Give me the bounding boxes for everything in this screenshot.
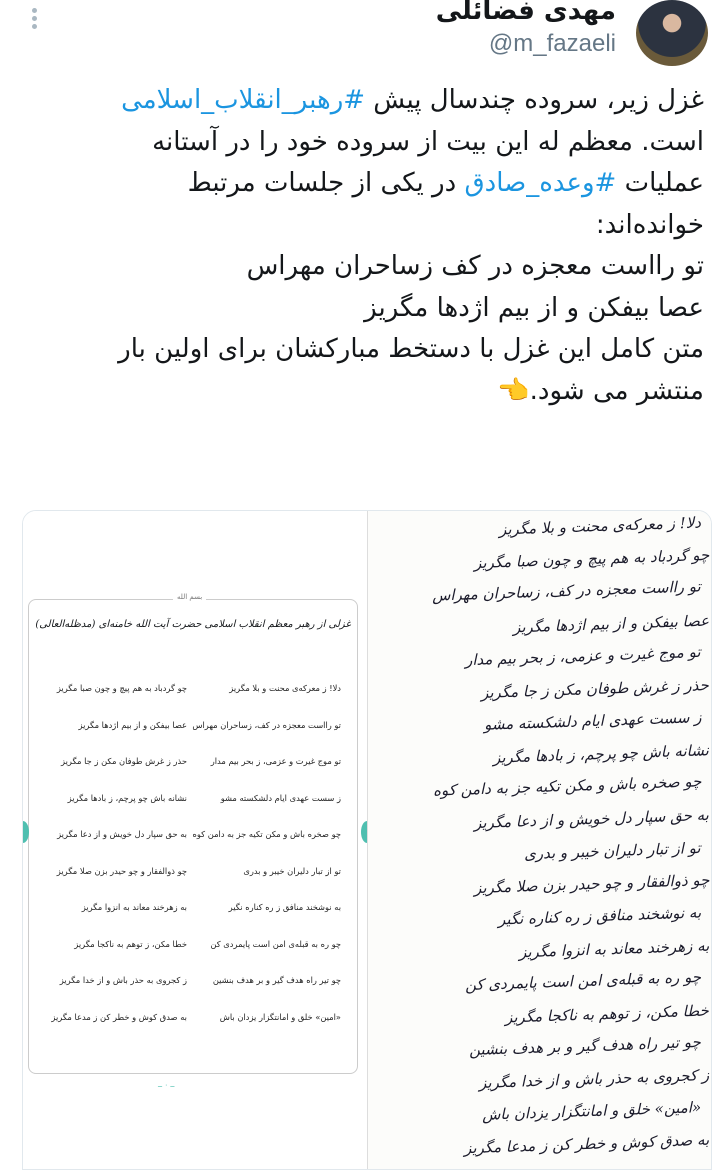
hashtag-link[interactable]: #وعده_صادق [464, 168, 617, 198]
printed-poem-page [23, 511, 367, 1170]
verse-second-hemistich: عصا بیفکن و از بیم اژدها مگریز [78, 719, 187, 730]
verse-first-hemistich: به نوشخند منافق ز ره کناره نگیر [228, 902, 341, 912]
verse-second-hemistich: به حق سپار دل خویش و از دعا مگریز [57, 829, 187, 839]
poem-verse-row [31, 756, 353, 772]
tweet-text-segment: عملیات [616, 168, 704, 198]
poem-verse-row [31, 939, 353, 955]
verse-first-hemistich: چو صخره باش و مکن تکیه جز به دامن کوه [192, 829, 341, 839]
verse-first-hemistich: ز سست عهدی ایام دلشکسته مشو [220, 792, 341, 803]
handwritten-line: ز سست عهدی ایام دلشکسته مشو [483, 708, 702, 734]
handwritten-line: چو ذوالفقار و چو حیدر بزن صلا مگریز [473, 870, 710, 897]
verse-first-hemistich: تو موج غیرت و عزمی، ز بحر بیم مدار [210, 756, 341, 766]
tweet-line: است. معظم له این بیت از سروده خود را در آستانه [152, 126, 704, 157]
verse-second-hemistich: نشانه باش چو پرچم، ز بادها مگریز [67, 792, 187, 803]
handwritten-line: به زهرخند معاند به انزوا مگریز [518, 936, 710, 961]
verse-second-hemistich: ز کجروی به حذر باش و از خدا مگریز [59, 975, 187, 985]
verse-first-hemistich: چو تیر راه هدف گیر و بر هدف بنشین [212, 975, 341, 985]
handwritten-line: چو تیر راه هدف گیر و بر هدف بنشین [469, 1032, 702, 1060]
poem-title: غزلی از رهبر معظم انقلاب اسلامی حضرت آیت الله خامنه‌ای (مدظله‌العالی) [35, 619, 351, 630]
verse-second-hemistich: به صدق کوش و خطر کن ز مدعا مگریز [51, 1011, 187, 1022]
handwritten-line: به صدق کوش و خطر کن ز مدعا مگریز [463, 1130, 710, 1157]
tweet-header [0, 0, 720, 75]
poem-verse-row [31, 720, 353, 736]
tweet-text-segment: منتشر می شود. [529, 375, 704, 406]
handwritten-line: «امین» خلق و امانتگزار یزدان باش [481, 1098, 702, 1124]
handwritten-line: دلا! ز معرکه‌ی محنت و بلا مگریز [498, 513, 702, 539]
verse-first-hemistich: تو از تبار دلیران خیبر و بدری [243, 865, 341, 876]
handwritten-line: به حق سپار دل خویش و از دعا مگریز [473, 805, 710, 832]
handwritten-line: چو گردباد به هم پیچ و چون صبا مگریز [473, 545, 710, 572]
tweet-text-segment: در یکی از جلسات مرتبط [187, 168, 465, 198]
hashtag-link[interactable]: #رهبر_انقلاب_اسلامی [121, 85, 366, 115]
poem-verse-row [31, 793, 353, 809]
handwritten-line: عصا بیفکن و از بیم اژدها مگریز [512, 611, 710, 636]
tweet-line: خوانده‌اند: [595, 209, 704, 240]
tweet-line: عصا بیفکن و از بیم اژدها مگریز [364, 292, 704, 323]
handwritten-line: به نوشخند منافق ز ره کناره نگیر [497, 903, 702, 929]
tweet-line: متن کامل این غزل با دستخط مبارکشان برای اولین بار [118, 334, 704, 364]
handwritten-line: چو ره به قبله‌ی امن است پایمردی کن [464, 967, 702, 995]
poem-verse-row [31, 683, 353, 699]
poem-verse-row [31, 866, 353, 882]
handwritten-manuscript [367, 511, 712, 1170]
handwritten-line: تو موج غیرت و عزمی، ز بحر بیم مدار [465, 642, 702, 670]
verse-first-hemistich: «امین» خلق و امانتگزار یزدان باش [219, 1011, 341, 1022]
verse-second-hemistich: چو ذوالفقار و چو حیدر بزن صلا مگریز [56, 865, 187, 876]
verse-second-hemistich: خطا مکن، ز توهم به ناکجا مگریز [74, 938, 187, 949]
verse-second-hemistich: حذر ز غرش طوفان مکن ز جا مگریز [61, 756, 187, 766]
verse-first-hemistich: دلا! ز معرکه‌ی محنت و بلا مگریز [229, 683, 341, 693]
handwritten-line: تو از تبار دلیران خیبر و بدری [524, 838, 702, 864]
pointing-hand-emoji: 👈 [497, 375, 530, 406]
avatar[interactable] [636, 0, 708, 66]
poem-verse-row [31, 902, 353, 918]
page-header-mark: بسم الله [173, 593, 206, 601]
verse-second-hemistich: چو گردباد به هم پیچ و چون صبا مگریز [56, 683, 187, 693]
poem-verse-row [31, 1012, 353, 1028]
poem-verse-row [31, 829, 353, 845]
poem-verse-row [31, 975, 353, 991]
tweet-line: تو رااست معجزه در کف زساحران مهراس [246, 251, 704, 281]
tweet-text [14, 80, 704, 412]
verse-first-hemistich: چو ره به قبله‌ی امن است پایمردی کن [210, 938, 341, 949]
handwritten-line: چو صخره باش و مکن تکیه جز به دامن کوه [432, 772, 702, 800]
handwritten-line: حذر ز غرش طوفان مکن ز جا مگریز [480, 675, 710, 702]
handwritten-line: ز کجروی به حذر باش و از خدا مگریز [478, 1065, 710, 1092]
verse-first-hemistich: تو رااست معجزه در کف، زساحران مهراس [192, 719, 341, 730]
handwritten-line: تو رااست معجزه در کف، زساحران مهراس [432, 577, 702, 605]
handwritten-line: خطا مکن، ز توهم به ناکجا مگریز [504, 1000, 710, 1027]
page-footer-ornament: ــ ۰ ــ [158, 1081, 175, 1089]
tweet-text-segment: غزل زیر، سروده چندسال پیش [365, 85, 704, 115]
author-name[interactable]: مهدی فضائلی [435, 0, 616, 26]
more-options-icon[interactable] [32, 8, 40, 29]
handwritten-line: نشانه باش چو پرچم، ز بادها مگریز [492, 740, 710, 767]
tweet-image[interactable] [22, 510, 712, 1170]
verse-second-hemistich: به زهرخند معاند به انزوا مگریز [81, 902, 187, 912]
author-handle[interactable]: @m_fazaeli [488, 30, 616, 57]
